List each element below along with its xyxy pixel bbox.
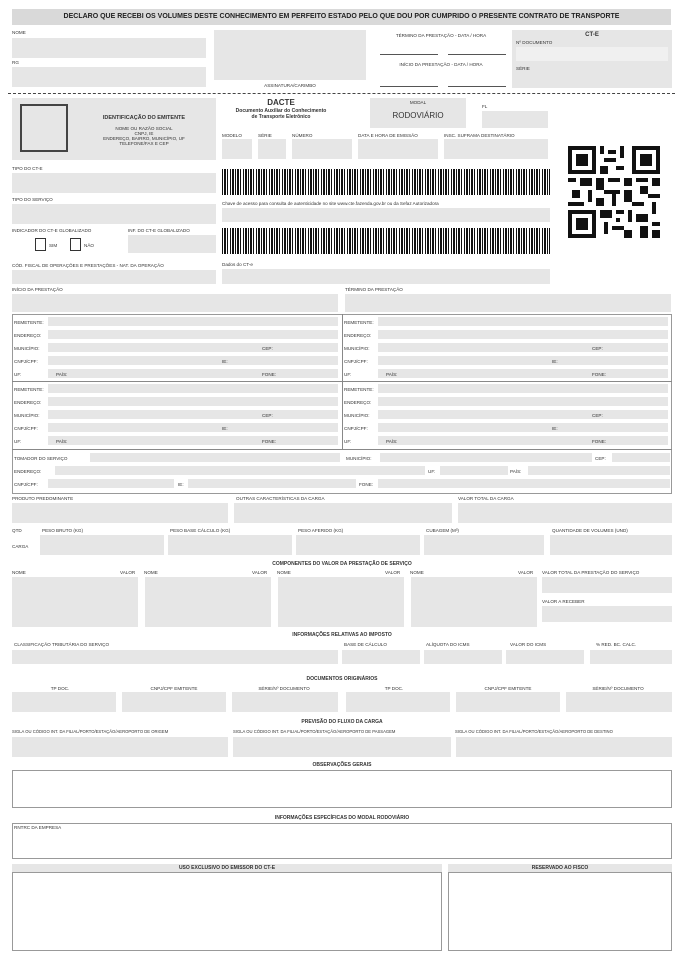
emitente-line2: CNPJ, IE bbox=[134, 131, 154, 136]
party-row-field bbox=[378, 330, 668, 339]
valor-total-prestacao-field bbox=[542, 577, 672, 593]
receipt-rg-label: RG bbox=[12, 60, 19, 65]
produto-label: PRODUTO PREDOMINANTE bbox=[12, 496, 74, 501]
peso-bruto-label: PESO BRUTO (KG) bbox=[42, 528, 84, 533]
classificacao-label: CLASSIFICAÇÃO TRIBUTÁRIA DO SERVIÇO bbox=[14, 642, 110, 647]
outras-label: OUTRAS CARACTERÍSTICAS DA CARGA bbox=[236, 496, 325, 501]
fluxo-passagem-label: SIGLA OU CÓDIGO INT. DA FILIAL/PORTO/ESTAÇÃO/AEROPORTO DE PASSAGEM bbox=[233, 729, 396, 734]
tomador-municipio: MUNICÍPIO: bbox=[346, 456, 372, 461]
party-fone-label: FONE: bbox=[592, 372, 607, 377]
party-remetente-label: REMETENTE: bbox=[14, 387, 44, 392]
modelo-label: MODELO bbox=[222, 133, 242, 138]
componente-nome-label: NOME bbox=[410, 570, 424, 575]
uso-exclusivo-field bbox=[12, 872, 442, 951]
party-row-field bbox=[48, 384, 338, 393]
dados-cte-barcode bbox=[222, 228, 550, 254]
componente-valor-label: VALOR bbox=[252, 570, 268, 575]
tomador-title: TOMADOR DO SERVIÇO bbox=[14, 456, 68, 461]
modal-label: MODAL bbox=[409, 100, 427, 105]
receipt-nome-label: NOME bbox=[12, 30, 26, 35]
peso-base-field bbox=[168, 535, 292, 555]
componente-field bbox=[145, 577, 271, 627]
red-bc-label: % RED. BC. CALC. bbox=[596, 642, 637, 647]
tomador-endereco: ENDEREÇO: bbox=[14, 469, 42, 474]
party-pais-label: PAÍS: bbox=[56, 439, 68, 444]
cubagem-field bbox=[424, 535, 544, 555]
party-pais-label: PAÍS: bbox=[386, 372, 398, 377]
party-row-field bbox=[378, 369, 668, 378]
parties-divider-h1 bbox=[12, 381, 672, 382]
receipt-termino-label: TÉRMINO DA PRESTAÇÃO - DATA / HORA bbox=[395, 33, 487, 38]
folha-label: FL bbox=[482, 104, 488, 109]
party-remetente-label: REMETENTE: bbox=[344, 387, 374, 392]
party-endereco-label: ENDEREÇO: bbox=[14, 333, 42, 338]
chave-consulta-label: Chave de acesso para consulta de autenticidade no site www.cte.fazenda.gov.br ou da Sefaz Autorizadora bbox=[222, 201, 439, 206]
valor-receber-label: VALOR A RECEBER bbox=[542, 599, 585, 604]
aliquota-label: ALÍQUOTA DO ICMS bbox=[426, 642, 470, 647]
party-municipio-label: MUNICÍPIO: bbox=[344, 346, 370, 351]
emitente-line1: NOME OU RAZÃO SOCIAL bbox=[115, 126, 173, 131]
modelo-field bbox=[222, 139, 252, 159]
party-fone-label: FONE: bbox=[262, 372, 277, 377]
fluxo-origem-label: SIGLA OU CÓDIGO INT. DA FILIAL/PORTO/ESTAÇÃO/AEROPORTO DE ORIGEM bbox=[12, 729, 169, 734]
uso-exclusivo-title: USO EXCLUSIVO DO EMISSOR DO CT-E bbox=[178, 865, 276, 871]
tomador-uf: UF: bbox=[428, 469, 436, 474]
party-ie-label: IE: bbox=[552, 359, 558, 364]
party-remetente-label: REMETENTE: bbox=[14, 320, 44, 325]
doc-cnpj-field bbox=[122, 692, 226, 712]
componentes-title: COMPONENTES DO VALOR DA PRESTAÇÃO DE SERVIÇO bbox=[272, 561, 412, 567]
party-cep-label: CEP: bbox=[262, 413, 273, 418]
fluxo-title: PREVISÃO DO FLUXO DA CARGA bbox=[301, 719, 383, 725]
doc-cnpj-label: CNPJ/CPF EMITENTE bbox=[150, 686, 198, 691]
tomador-pais: PAÍS: bbox=[510, 469, 522, 474]
componente-valor-label: VALOR bbox=[385, 570, 401, 575]
party-row-field bbox=[48, 356, 338, 365]
dacte-title: DACTE bbox=[267, 98, 295, 107]
rntrc-label: RNTRC DA EMPRESA bbox=[14, 825, 62, 830]
receipt-termino-date-line bbox=[380, 54, 438, 55]
nao-label: NÃO bbox=[84, 243, 94, 248]
peso-aferido-label: PESO AFERIDO (KG) bbox=[298, 528, 344, 533]
receipt-n-documento-label: Nº DOCUMENTO bbox=[516, 40, 553, 45]
dados-cte-field bbox=[222, 269, 550, 284]
receipt-inicio-time-line bbox=[448, 86, 506, 87]
doc-tp-label: TP DOC. bbox=[50, 686, 70, 691]
party-row-field bbox=[48, 410, 338, 419]
party-row-field bbox=[48, 343, 338, 352]
inicio-prestacao-label: INÍCIO DA PRESTAÇÃO bbox=[12, 287, 63, 292]
party-row-field bbox=[48, 397, 338, 406]
nao-checkbox[interactable] bbox=[70, 238, 81, 251]
tomador-endereco-field bbox=[55, 466, 425, 475]
serie-field bbox=[258, 139, 286, 159]
data-emissao-field bbox=[358, 139, 438, 159]
party-uf-label: UF: bbox=[14, 372, 22, 377]
tomador-cnpj-field bbox=[48, 479, 174, 488]
party-municipio-label: MUNICÍPIO: bbox=[14, 413, 40, 418]
party-row-field bbox=[378, 356, 668, 365]
peso-aferido-field bbox=[296, 535, 420, 555]
sim-checkbox[interactable] bbox=[35, 238, 46, 251]
receipt-signature-label: ASSINATURA/CARIMBO bbox=[264, 83, 316, 88]
party-cnpj-label: CNPJ/CPF: bbox=[14, 426, 38, 431]
party-cnpj-label: CNPJ/CPF: bbox=[344, 426, 368, 431]
party-uf-label: UF: bbox=[14, 439, 22, 444]
tomador-pais-field bbox=[528, 466, 670, 475]
componente-valor-label: VALOR bbox=[518, 570, 534, 575]
base-calculo-label: BASE DE CÁLCULO bbox=[344, 642, 387, 647]
tomador-cep: CEP: bbox=[595, 456, 606, 461]
party-uf-label: UF: bbox=[344, 372, 352, 377]
dados-cte-label: Dados do CT-e bbox=[222, 262, 253, 267]
party-cnpj-label: CNPJ/CPF: bbox=[14, 359, 38, 364]
red-bc-field bbox=[590, 650, 672, 664]
inf-globalizado-field bbox=[128, 235, 216, 253]
party-cep-label: CEP: bbox=[592, 413, 603, 418]
valor-carga-label: VALOR TOTAL DA CARGA bbox=[458, 496, 514, 501]
party-row-field bbox=[48, 330, 338, 339]
party-ie-label: IE: bbox=[552, 426, 558, 431]
party-row-field bbox=[378, 436, 668, 445]
party-endereco-label: ENDEREÇO: bbox=[344, 333, 372, 338]
componente-nome-label: NOME bbox=[277, 570, 291, 575]
doc-serie-field bbox=[232, 692, 338, 712]
imposto-title: INFORMAÇÕES RELATIVAS AO IMPOSTO bbox=[292, 632, 392, 638]
party-cnpj-label: CNPJ/CPF: bbox=[344, 359, 368, 364]
party-row-field bbox=[378, 397, 668, 406]
sim-label: SIM bbox=[49, 243, 58, 248]
termino-prestacao-field bbox=[345, 294, 671, 312]
receipt-termino-time-line bbox=[448, 54, 506, 55]
observacoes-field bbox=[12, 770, 672, 808]
party-municipio-label: MUNICÍPIO: bbox=[14, 346, 40, 351]
party-fone-label: FONE: bbox=[592, 439, 607, 444]
classificacao-field bbox=[12, 650, 338, 664]
dacte-subtitle-2: de Transporte Eletrônico bbox=[251, 114, 311, 120]
party-row-field bbox=[48, 423, 338, 432]
party-remetente-label: REMETENTE: bbox=[344, 320, 374, 325]
party-cep-label: CEP: bbox=[592, 346, 603, 351]
receipt-cte-title: CT-E bbox=[585, 32, 599, 38]
parties-divider-h2 bbox=[12, 449, 672, 450]
suframa-field bbox=[444, 139, 548, 159]
fluxo-destino-field bbox=[456, 737, 672, 757]
party-row-field bbox=[378, 317, 668, 326]
cut-line bbox=[8, 93, 675, 94]
party-pais-label: PAÍS: bbox=[386, 439, 398, 444]
tomador-cnpj: CNPJ/CPF: bbox=[14, 482, 38, 487]
receipt-nome-field[interactable] bbox=[12, 38, 206, 58]
doc-cnpj-label: CNPJ/CPF EMITENTE bbox=[484, 686, 532, 691]
party-ie-label: IE: bbox=[222, 426, 228, 431]
tomador-uf-field bbox=[440, 466, 508, 475]
tomador-cep-field bbox=[612, 453, 670, 462]
declaration-text: DECLARO QUE RECEBI OS VOLUMES DESTE CONHECIMENTO EM PERFEITO ESTADO PELO QUE DOU POR CUMPRIDO O PRESENTE CONTRATO DE TRANSPORTE bbox=[63, 13, 620, 20]
party-endereco-label: ENDEREÇO: bbox=[344, 400, 372, 405]
outras-field bbox=[234, 503, 452, 523]
valor-receber-field bbox=[542, 606, 672, 622]
receipt-signature-field[interactable] bbox=[214, 30, 366, 80]
suframa-label: INSC. SUFRAMA DESTINATÁRIO bbox=[444, 133, 515, 138]
reservado-fisco-title: RESERVADO AO FISCO bbox=[531, 865, 589, 871]
tipo-servico-field bbox=[12, 204, 216, 224]
emitente-line3: ENDEREÇO, BAIRRO, MUNICÍPIO, UF bbox=[103, 136, 185, 141]
fluxo-passagem-field bbox=[233, 737, 451, 757]
party-municipio-label: MUNICÍPIO: bbox=[344, 413, 370, 418]
tipo-cte-label: TIPO DO CT-E bbox=[12, 166, 43, 171]
tomador-ie-field bbox=[188, 479, 356, 488]
quantidade-label: QUANTIDADE DE VOLUMES (UND) bbox=[552, 528, 628, 533]
emitente-title: IDENTIFICAÇÃO DO EMITENTE bbox=[102, 115, 186, 121]
componente-field bbox=[12, 577, 138, 627]
receipt-serie-label: SÉRIE bbox=[516, 66, 530, 71]
componente-nome-label: NOME bbox=[12, 570, 26, 575]
base-calculo-field bbox=[342, 650, 420, 664]
receipt-rg-field[interactable] bbox=[12, 67, 206, 87]
party-uf-label: UF: bbox=[344, 439, 352, 444]
data-emissao-label: DATA E HORA DE EMISSÃO bbox=[358, 133, 418, 138]
folha-field bbox=[482, 111, 548, 128]
cfop-label: CÓD. FISCAL DE OPERAÇÕES E PRESTAÇÕES - NAT. DA OPERAÇÃO bbox=[12, 263, 164, 268]
doc-serie-field bbox=[566, 692, 672, 712]
party-row-field bbox=[48, 436, 338, 445]
termino-prestacao-label: TÉRMINO DA PRESTAÇÃO bbox=[345, 287, 403, 292]
tomador-row1-field bbox=[90, 453, 340, 462]
componente-nome-label: NOME bbox=[144, 570, 158, 575]
tomador-fone: FONE: bbox=[359, 482, 374, 487]
modal-value: RODOVIÁRIO bbox=[392, 111, 444, 120]
reservado-fisco-field bbox=[448, 872, 672, 951]
party-pais-label: PAÍS: bbox=[56, 372, 68, 377]
numero-field bbox=[292, 139, 352, 159]
quantidade-field bbox=[550, 535, 672, 555]
chave-field bbox=[222, 208, 550, 222]
inicio-prestacao-field bbox=[12, 294, 338, 312]
doc-serie-label: SÉRIE/Nº DOCUMENTO bbox=[258, 686, 310, 691]
party-row-field bbox=[48, 317, 338, 326]
party-cep-label: CEP: bbox=[262, 346, 273, 351]
doc-tp-label: TP DOC. bbox=[384, 686, 404, 691]
party-row-field bbox=[378, 410, 668, 419]
doc-tp-field bbox=[346, 692, 450, 712]
receipt-n-documento-field[interactable] bbox=[516, 47, 668, 61]
modal-info-title: INFORMAÇÕES ESPECÍFICAS DO MODAL RODOVIÁRIO bbox=[274, 815, 410, 821]
componente-field bbox=[278, 577, 404, 627]
documentos-title: DOCUMENTOS ORIGINÁRIOS bbox=[306, 676, 378, 682]
doc-serie-label: SÉRIE/Nº DOCUMENTO bbox=[592, 686, 644, 691]
valor-icms-label: VALOR DO ICMS bbox=[510, 642, 547, 647]
componente-valor-label: VALOR bbox=[120, 570, 136, 575]
indicador-label: INDICADOR DO CT-E GLOBALIZADO bbox=[12, 228, 92, 233]
fluxo-destino-label: SIGLA OU CÓDIGO INT. DA FILIAL/PORTO/ESTAÇÃO/AEROPORTO DE DESTINO bbox=[455, 729, 613, 734]
doc-cnpj-field bbox=[456, 692, 560, 712]
fluxo-origem-field bbox=[12, 737, 228, 757]
peso-bruto-field bbox=[40, 535, 164, 555]
qtd-label: QTD bbox=[12, 528, 22, 533]
emitente-line4: TELEFONE/FAX E CEP bbox=[119, 141, 169, 146]
qr-code bbox=[568, 146, 660, 238]
party-row-field bbox=[48, 369, 338, 378]
tomador-municipio-field bbox=[380, 453, 592, 462]
numero-label: NÚMERO bbox=[292, 133, 313, 138]
cfop-field bbox=[12, 270, 216, 284]
party-fone-label: FONE: bbox=[262, 439, 277, 444]
tipo-cte-field bbox=[12, 173, 216, 193]
party-row-field bbox=[378, 343, 668, 352]
modal-info-box bbox=[12, 823, 672, 859]
receipt-inicio-label: INÍCIO DA PRESTAÇÃO - DATA / HORA bbox=[399, 62, 483, 67]
valor-icms-field bbox=[506, 650, 584, 664]
produto-field bbox=[12, 503, 228, 523]
componente-field bbox=[411, 577, 537, 627]
party-endereco-label: ENDEREÇO: bbox=[14, 400, 42, 405]
emitente-logo-placeholder bbox=[20, 104, 68, 152]
tomador-ie: IE: bbox=[178, 482, 184, 487]
receipt-inicio-date-line bbox=[380, 86, 438, 87]
party-row-field bbox=[378, 423, 668, 432]
tomador-fone-field bbox=[378, 479, 670, 488]
inf-globalizado-label: INF. DO CT-E GLOBALIZADO bbox=[128, 228, 190, 233]
valor-total-prestacao-label: VALOR TOTAL DA PRESTAÇÃO DO SERVIÇO bbox=[542, 570, 640, 575]
observacoes-title: OBSERVAÇÕES GERAIS bbox=[312, 762, 372, 768]
doc-tp-field bbox=[12, 692, 116, 712]
access-key-barcode bbox=[222, 169, 550, 195]
peso-base-label: PESO BASE CÁLCULO (KG) bbox=[170, 528, 231, 533]
valor-carga-field bbox=[458, 503, 672, 523]
party-ie-label: IE: bbox=[222, 359, 228, 364]
tipo-servico-label: TIPO DO SERVIÇO bbox=[12, 197, 53, 202]
serie-label: SÉRIE bbox=[258, 133, 272, 138]
cubagem-label: CUBAGEM (M³) bbox=[426, 528, 459, 533]
carga-label: CARGA bbox=[12, 544, 29, 549]
party-row-field bbox=[378, 384, 668, 393]
dacte-subtitle-1: Documento Auxiliar do Conhecimento bbox=[235, 108, 327, 114]
aliquota-field bbox=[424, 650, 502, 664]
